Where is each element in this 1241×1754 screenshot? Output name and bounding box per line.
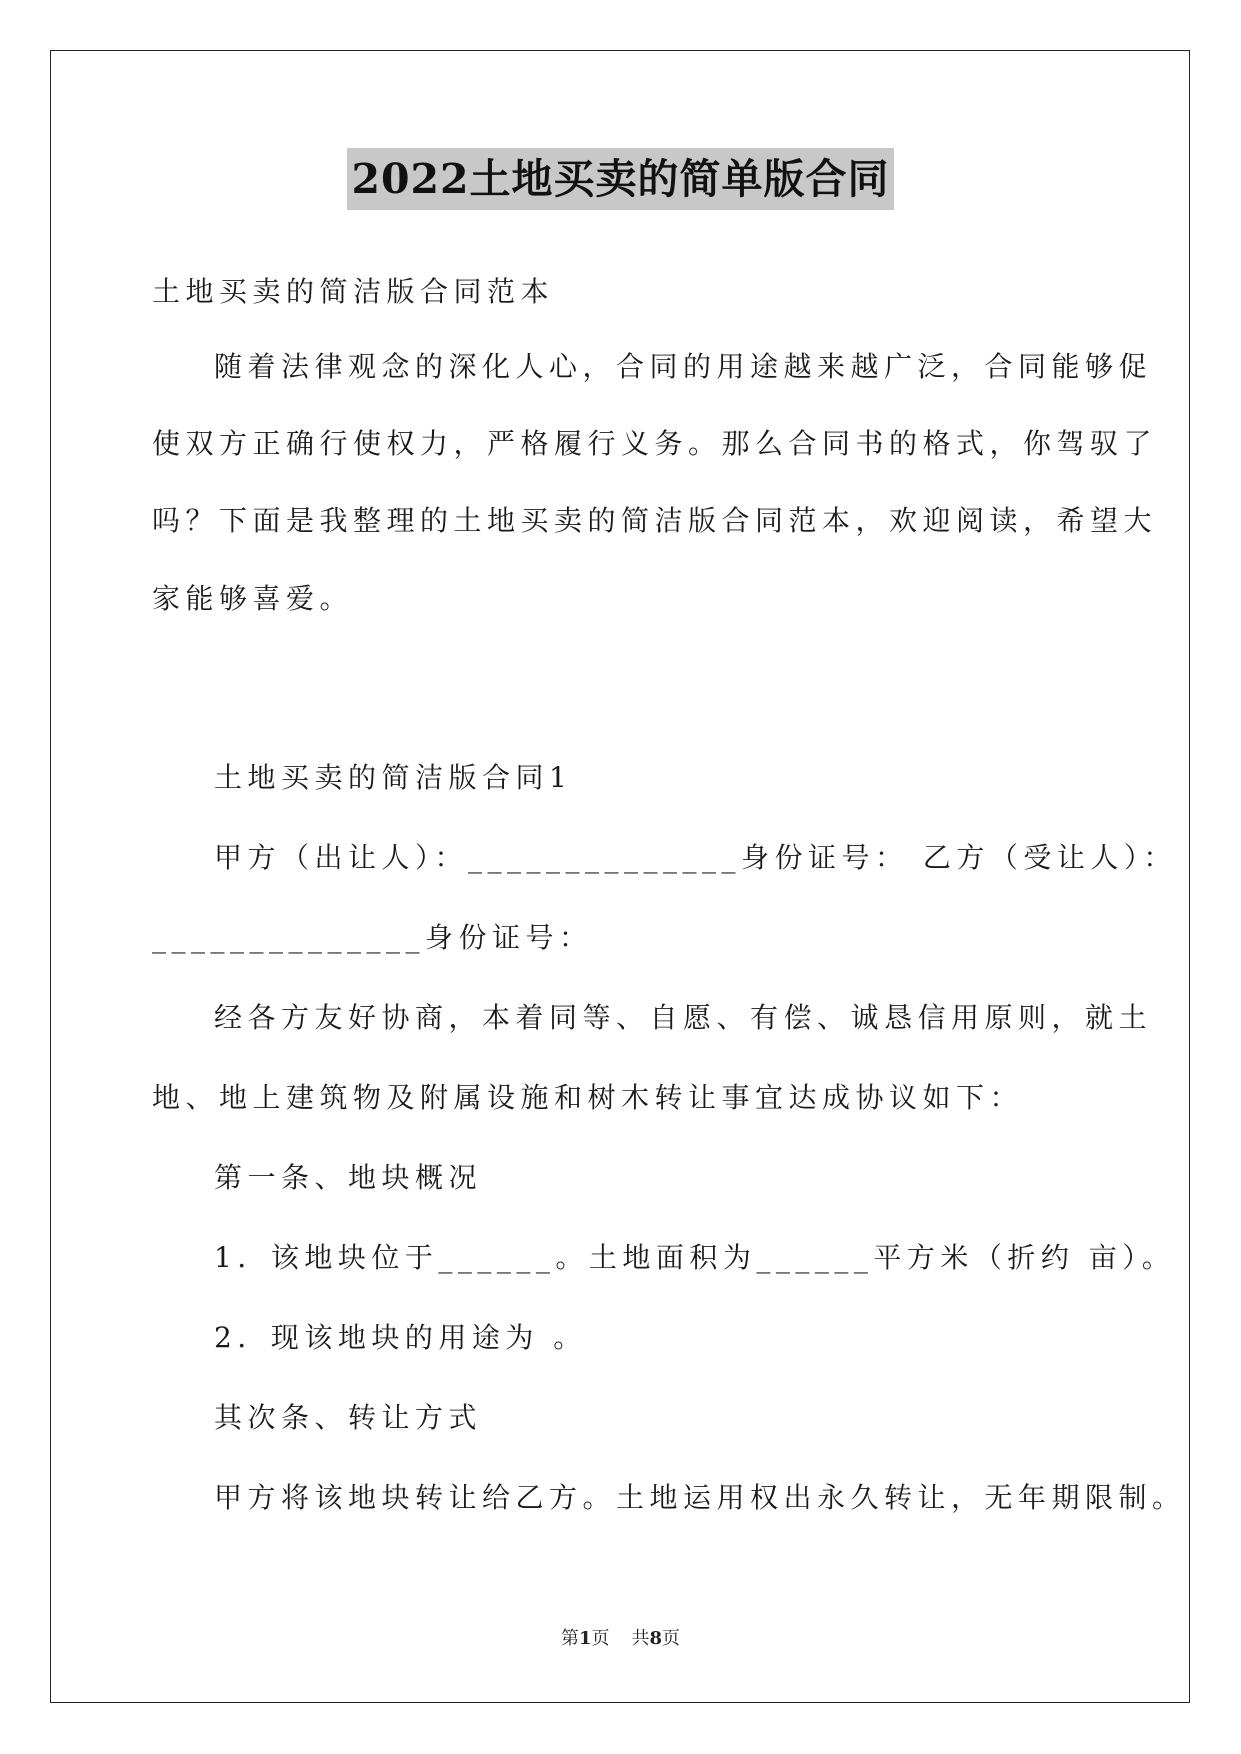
intro-line-4: 家能够喜爱。 [152,582,354,615]
article-2-text: 甲方将该地块转让给乙方。土地运用权出永久转让，无年期限制。 [214,1481,1186,1514]
footer-total-prefix: 共 [631,1628,650,1649]
article-1-item-2: 2．现该地块的用途为 。 [214,1321,587,1354]
title-container [0,148,1241,210]
footer-total-pages: 8 [649,1628,663,1649]
subtitle-line: 土地买卖的简洁版合同范本 [152,275,555,308]
page-footer [0,1627,1241,1651]
article-1-item-1: 1．该地块位于______。土地面积为______平方米（折约 亩）。 [214,1241,1176,1274]
agreement-line-1: 经各方友好协商，本着同等、自愿、有偿、诚恳信用原则，就土 [214,1001,1153,1034]
contract-heading: 土地买卖的简洁版合同1 [214,761,573,794]
intro-line-2: 使双方正确行使权力，严格履行义务。那么合同书的格式，你驾驭了 [152,427,1158,460]
footer-total-suffix: 页 [662,1628,681,1649]
agreement-line-2: 地、地上建筑物及附属设施和树木转让事宜达成协议如下： [152,1081,1024,1114]
party-line-1: 甲方（出让人）：______________身份证号： 乙方（受让人）： [214,841,1177,874]
footer-page-suffix: 页 [591,1628,610,1649]
article-2-heading: 其次条、转让方式 [214,1401,483,1434]
party-line-2: ______________身份证号： [152,921,593,954]
article-1-heading: 第一条、地块概况 [214,1161,483,1194]
footer-page-number: 1 [578,1628,592,1649]
footer-prefix: 第 [560,1628,579,1649]
intro-line-1: 随着法律观念的深化人心，合同的用途越来越广泛，合同能够促 [214,350,1153,383]
document-title: 2022土地买卖的简单版合同 [347,148,893,210]
intro-line-3: 吗？下面是我整理的土地买卖的简洁版合同范本，欢迎阅读，希望大 [152,504,1158,537]
